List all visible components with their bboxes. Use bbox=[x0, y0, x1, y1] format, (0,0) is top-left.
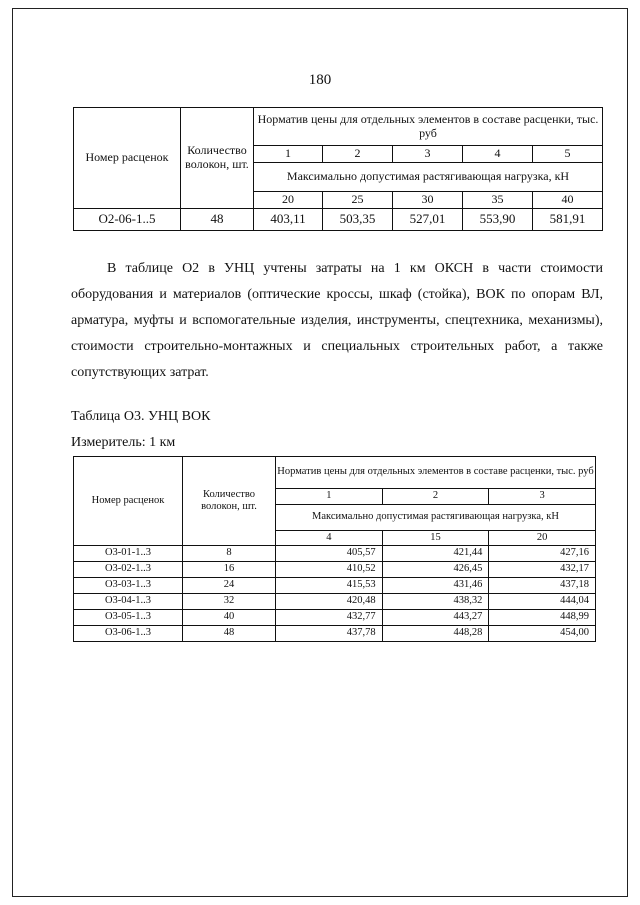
header-fiber-count: Количество волокон, шт. bbox=[183, 457, 276, 546]
table-row bbox=[74, 546, 596, 562]
table-row bbox=[74, 594, 596, 610]
load-cell: 20 bbox=[489, 531, 596, 546]
code-cell: О2-06-1..5 bbox=[74, 209, 181, 231]
value-cell: 448,28 bbox=[382, 626, 489, 642]
value-cell: 553,90 bbox=[463, 209, 533, 231]
header-code: Номер расценок bbox=[74, 457, 183, 546]
value-cell: 454,00 bbox=[489, 626, 596, 642]
body-paragraph: В таблице О2 в УНЦ учтены затраты на 1 км ОКСН в части стоимости оборудования и материалов (оптические кроссы, шкаф (стойка), ВОК по опорам ВЛ, арматура, муфты и вспомогательные изделия, инструменты, спецтехника, механизмы), стоимости строительно-монтажных и специальных строительных работ, а также сопутствующих затрат. bbox=[71, 261, 603, 380]
value-cell: 581,91 bbox=[532, 209, 602, 231]
table-row bbox=[74, 209, 603, 231]
count-cell: 48 bbox=[183, 626, 276, 642]
value-cell: 415,53 bbox=[276, 578, 383, 594]
value-cell: 405,57 bbox=[276, 546, 383, 562]
index-cell: 1 bbox=[276, 489, 383, 505]
table-row bbox=[74, 610, 596, 626]
table-row bbox=[74, 626, 596, 642]
value-cell: 432,77 bbox=[276, 610, 383, 626]
document-page bbox=[12, 8, 628, 897]
table-title: Таблица О3. УНЦ ВОК bbox=[71, 409, 211, 424]
count-cell: 40 bbox=[183, 610, 276, 626]
index-cell: 2 bbox=[382, 489, 489, 505]
header-max-load: Максимально допустимая растягивающая нагрузка, кН bbox=[254, 163, 603, 192]
load-cell: 4 bbox=[276, 531, 383, 546]
header-max-load: Максимально допустимая растягивающая нагрузка, кН bbox=[276, 505, 596, 531]
value-cell: 426,45 bbox=[382, 562, 489, 578]
value-cell: 427,16 bbox=[489, 546, 596, 562]
index-cell: 3 bbox=[489, 489, 596, 505]
value-cell: 437,78 bbox=[276, 626, 383, 642]
header-price-norm: Норматив цены для отдельных элементов в составе расценки, тыс. руб bbox=[276, 457, 596, 489]
value-cell: 443,27 bbox=[382, 610, 489, 626]
table-row bbox=[74, 562, 596, 578]
value-cell: 432,17 bbox=[489, 562, 596, 578]
code-cell: О3-04-1..3 bbox=[74, 594, 183, 610]
value-cell: 437,18 bbox=[489, 578, 596, 594]
index-cell: 5 bbox=[532, 146, 602, 163]
count-cell: 24 bbox=[183, 578, 276, 594]
value-cell: 403,11 bbox=[254, 209, 323, 231]
load-cell: 25 bbox=[323, 192, 393, 209]
index-cell: 1 bbox=[254, 146, 323, 163]
index-cell: 4 bbox=[463, 146, 533, 163]
load-cell: 15 bbox=[382, 531, 489, 546]
value-cell: 503,35 bbox=[323, 209, 393, 231]
code-cell: О3-02-1..3 bbox=[74, 562, 183, 578]
index-cell: 3 bbox=[393, 146, 463, 163]
code-cell: О3-03-1..3 bbox=[74, 578, 183, 594]
value-cell: 448,99 bbox=[489, 610, 596, 626]
price-table-o2 bbox=[73, 107, 603, 231]
index-cell: 2 bbox=[323, 146, 393, 163]
table-row bbox=[74, 578, 596, 594]
value-cell: 431,46 bbox=[382, 578, 489, 594]
count-cell: 8 bbox=[183, 546, 276, 562]
load-cell: 20 bbox=[254, 192, 323, 209]
value-cell: 420,48 bbox=[276, 594, 383, 610]
value-cell: 438,32 bbox=[382, 594, 489, 610]
value-cell: 444,04 bbox=[489, 594, 596, 610]
count-cell: 32 bbox=[183, 594, 276, 610]
table-unit: Измеритель: 1 км bbox=[71, 435, 176, 450]
header-price-norm: Норматив цены для отдельных элементов в составе расценки, тыс. руб bbox=[254, 108, 603, 146]
value-cell: 527,01 bbox=[393, 209, 463, 231]
load-cell: 35 bbox=[463, 192, 533, 209]
code-cell: О3-06-1..3 bbox=[74, 626, 183, 642]
load-cell: 30 bbox=[393, 192, 463, 209]
code-cell: О3-01-1..3 bbox=[74, 546, 183, 562]
header-fiber-count: Количество волокон, шт. bbox=[181, 108, 254, 209]
count-cell: 48 bbox=[181, 209, 254, 231]
page-number: 180 bbox=[308, 72, 332, 88]
value-cell: 421,44 bbox=[382, 546, 489, 562]
count-cell: 16 bbox=[183, 562, 276, 578]
load-cell: 40 bbox=[532, 192, 602, 209]
code-cell: О3-05-1..3 bbox=[74, 610, 183, 626]
value-cell: 410,52 bbox=[276, 562, 383, 578]
header-code: Номер расценок bbox=[74, 108, 181, 209]
price-table-o3 bbox=[73, 456, 596, 642]
